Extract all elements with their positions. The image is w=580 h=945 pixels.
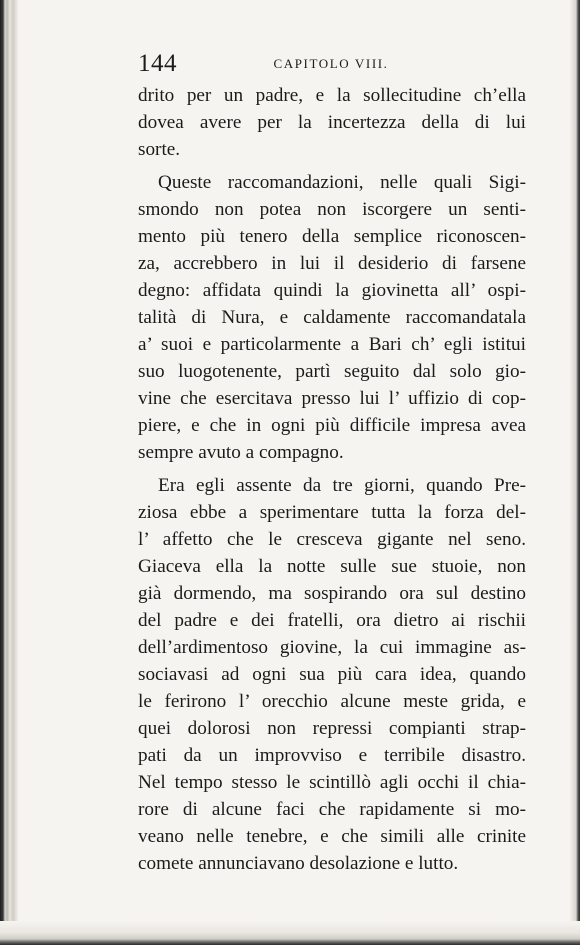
body-text — [138, 82, 526, 877]
text-line: le ferirono l’ orecchio alcune meste grida, e — [138, 691, 526, 712]
text-line: Giaceva ella la notte sulle sue stuoie, non — [138, 556, 526, 577]
page-left-edge — [0, 0, 18, 945]
text-line: sorte. — [138, 139, 181, 160]
text-line: già dormendo, ma sospirando ora sul destino — [138, 583, 526, 604]
text-line: ziosa ebbe a sperimentare tutta la forza del- — [138, 502, 526, 523]
text-line: pati da un improvviso e terribile disastro. — [138, 745, 526, 766]
text-line: Nel tempo stesso le scintillò agli occhi il chia- — [138, 772, 526, 793]
page-header — [132, 48, 530, 82]
text-line: dell’ardimentoso giovine, la cui immagine as- — [138, 637, 526, 658]
text-line: sociavasi ad ogni sua più cara idea, quando — [138, 664, 526, 685]
paragraph — [138, 472, 526, 877]
text-line: veano nelle tenebre, e che simili alle crinite — [138, 826, 526, 847]
text-line: za, accrebbero in lui il desiderio di farsene — [138, 253, 526, 274]
text-line: talità di Nura, e caldamente raccomandatala — [138, 307, 526, 328]
text-line: dovea avere per la incertezza della di lui — [138, 112, 526, 133]
paragraph — [138, 169, 526, 466]
text-line: piere, e che in ogni più difficile impresa avea — [138, 415, 526, 436]
text-line: sempre avuto a compagno. — [138, 442, 344, 463]
text-line: a’ suoi e particolarmente a Bari ch’ egli istitui — [138, 334, 526, 355]
page-bottom-edge — [0, 921, 580, 945]
text-line: del padre e dei fratelli, ora dietro ai rischii — [138, 610, 526, 631]
page-right-edge — [570, 0, 580, 945]
paragraph — [138, 82, 526, 163]
text-line: mento più tenero della semplice riconoscen- — [138, 226, 526, 247]
text-line: rore di alcune faci che rapidamente si mo- — [138, 799, 526, 820]
text-line: suo luogotenente, partì seguito dal solo gio- — [138, 361, 526, 382]
text-line: vine che esercitava presso lui l’ uffizio di cop- — [138, 388, 526, 409]
text-line: smondo non potea non iscorgere un senti- — [138, 199, 526, 220]
text-line: quei dolorosi non repressi compianti strap- — [138, 718, 526, 739]
text-line: Queste raccomandazioni, nelle quali Sigi- — [158, 172, 526, 193]
text-line: drito per un padre, e la sollecitudine ch’ella — [138, 85, 526, 106]
text-line: degno: affidata quindi la giovinetta all’ ospi- — [138, 280, 526, 301]
running-head: CAPITOLO VIII. — [273, 56, 389, 71]
page-number: 144 — [138, 50, 177, 77]
text-line: l’ affetto che le cresceva gigante nel seno. — [138, 529, 526, 550]
text-line: Era egli assente da tre giorni, quando Pre- — [158, 475, 526, 496]
text-line: comete annunciavano desolazione e lutto. — [138, 853, 459, 874]
